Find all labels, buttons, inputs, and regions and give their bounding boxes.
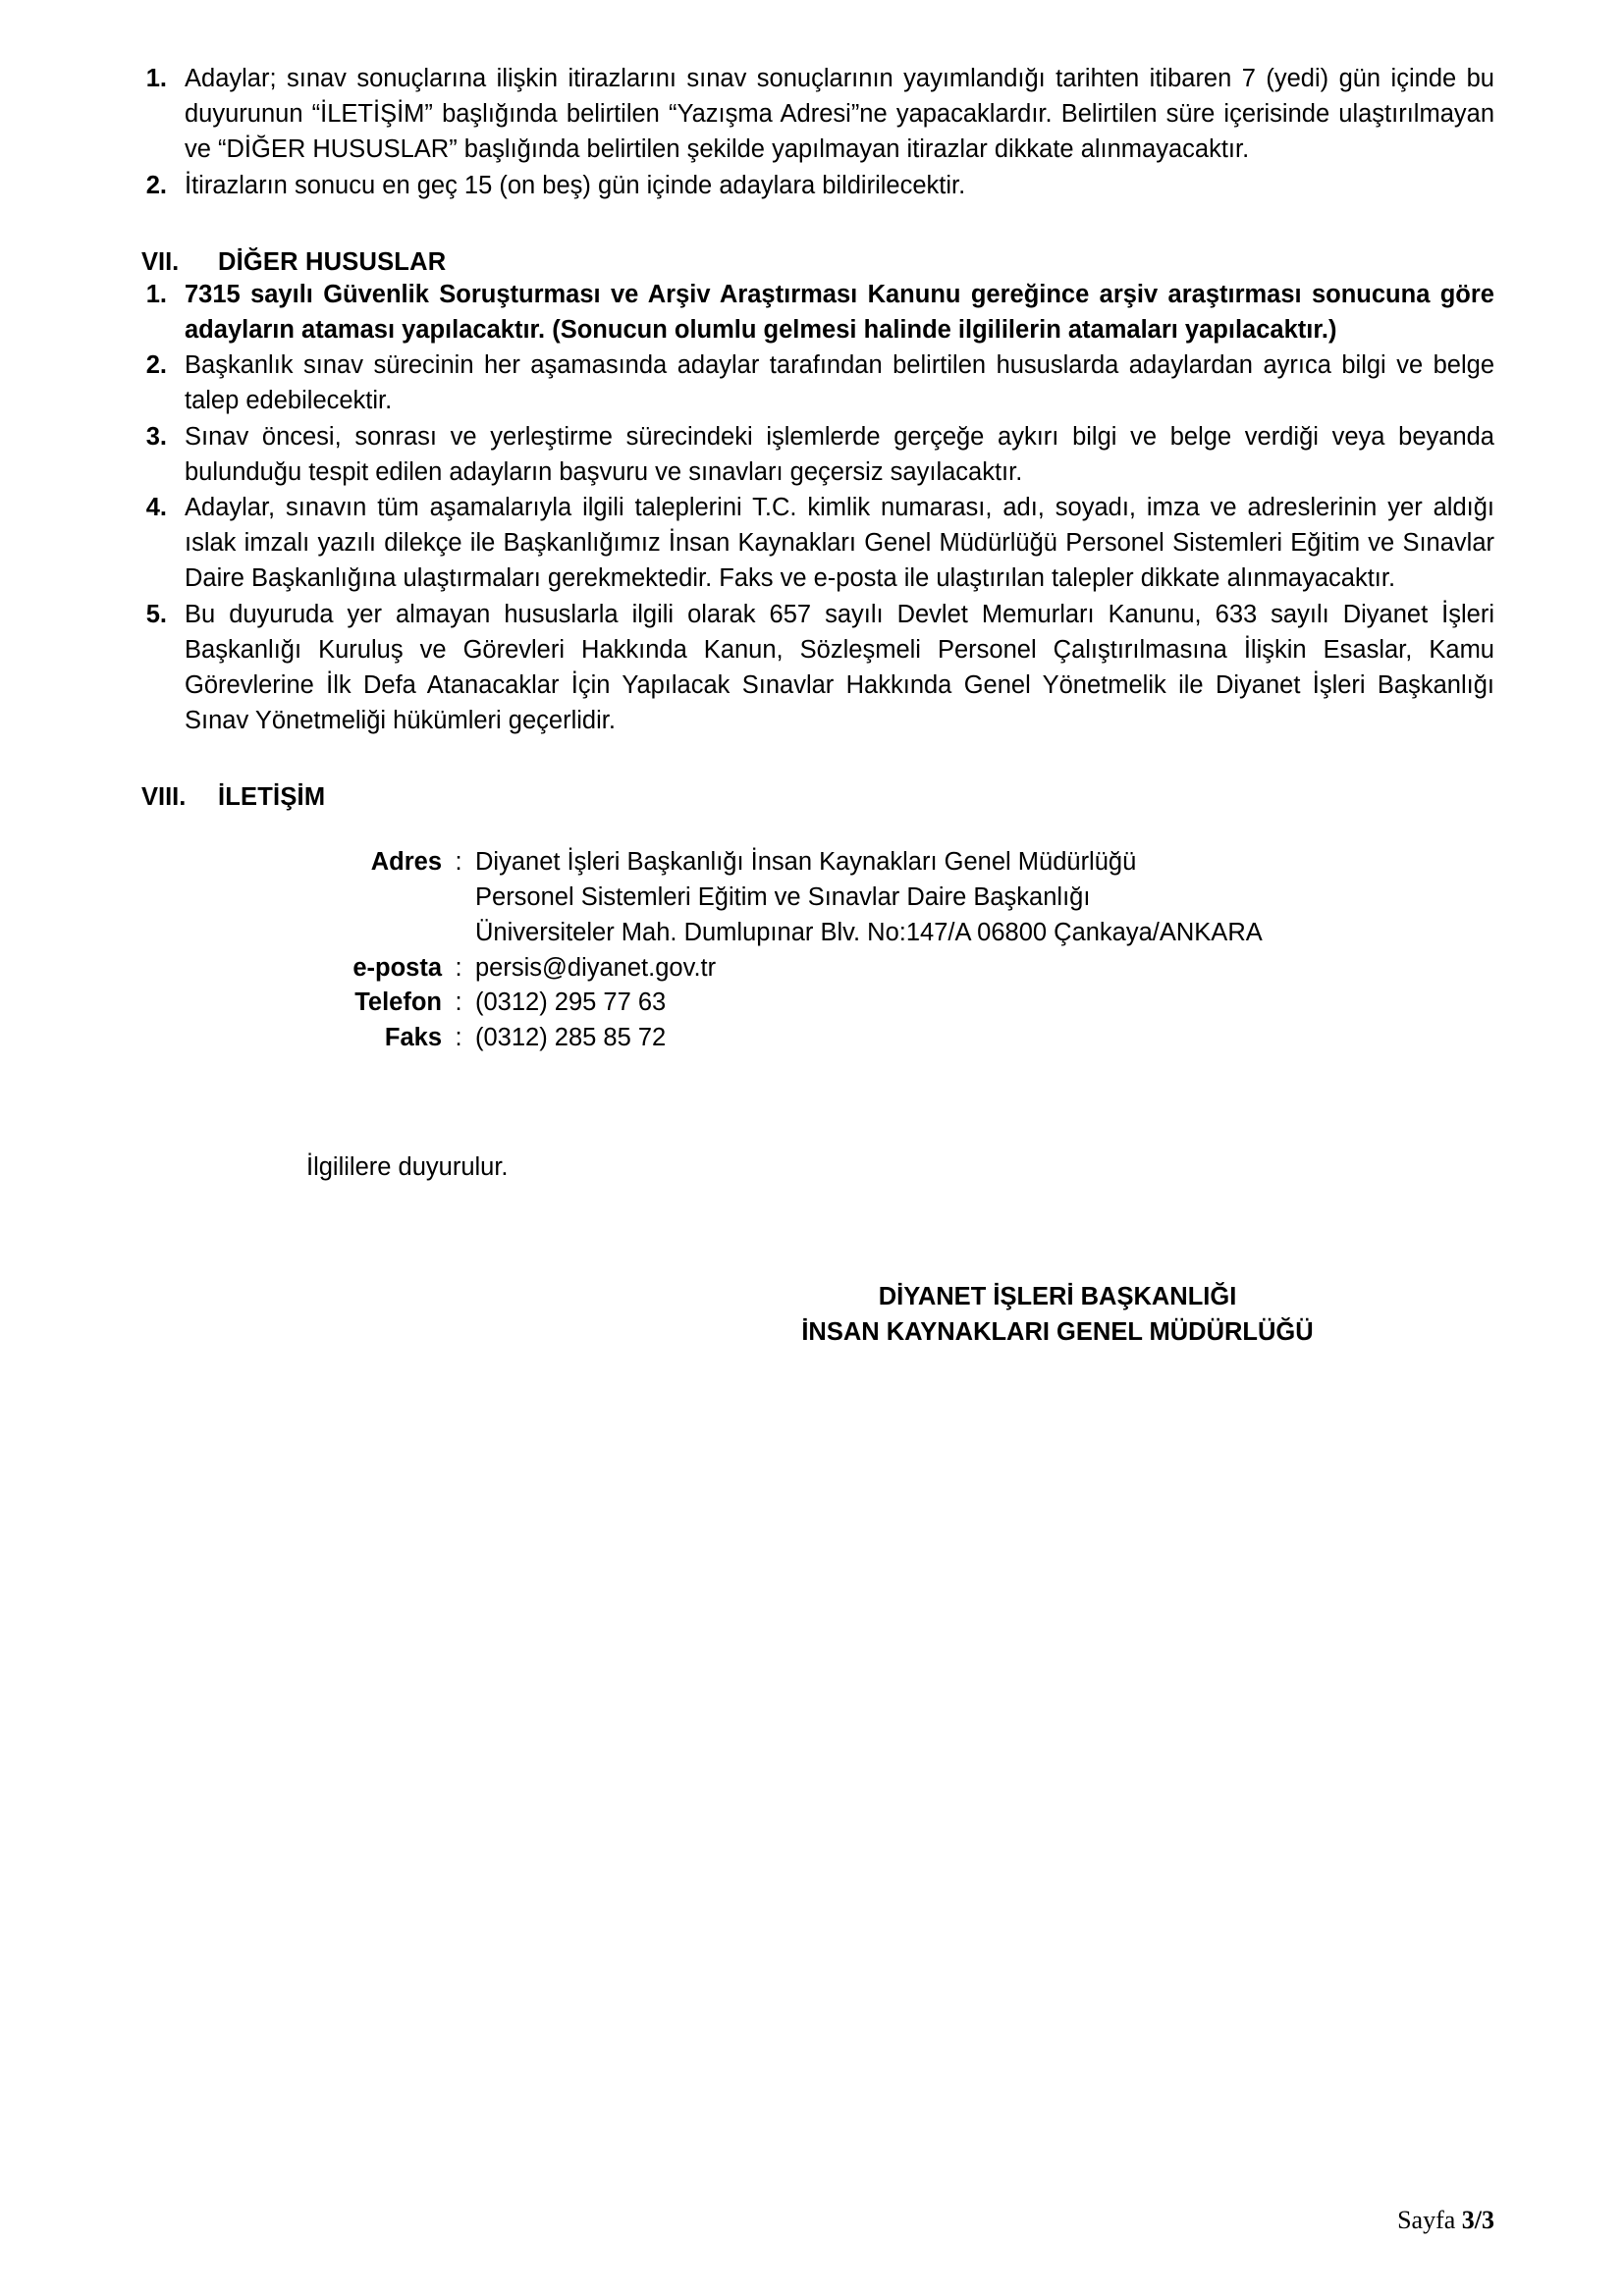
footer-page-number: 3/3 (1461, 2206, 1494, 2234)
page-footer (1397, 2206, 1494, 2235)
list-item-number: 1. (145, 280, 167, 308)
appeal-list (130, 61, 1494, 203)
contact-value-line: Üniversiteler Mah. Dumlupınar Blv. No:147/A 06800 Çankaya/ANKARA (475, 918, 1263, 946)
contact-label: e-posta (352, 953, 442, 982)
contact-block (306, 845, 1494, 1055)
list-item-number: 1. (145, 65, 167, 92)
section-number: VII. (141, 247, 180, 276)
contact-value (475, 845, 1494, 950)
email-value[interactable]: persis@diyanet.gov.tr (475, 953, 717, 982)
contact-value (475, 951, 1494, 987)
contact-label: Adres (370, 848, 442, 877)
list-item (130, 347, 1494, 418)
contact-colon: : (455, 1023, 462, 1051)
list-item (130, 168, 1494, 203)
list-item-text: Sınav öncesi, sonrası ve yerleştirme sürecindeki işlemlerde gerçeğe aykırı bilgi ve belge verdiği veya beyanda bulunduğu tespit edilen adayların başvuru ve sınavları geçersiz sayılacaktır. (185, 422, 1494, 486)
list-item-number: 5. (145, 600, 167, 628)
contact-row-eposta (306, 951, 1494, 987)
section-number: VIII. (141, 783, 187, 812)
list-item-number: 2. (145, 351, 167, 380)
list-item-text: Başkanlık sınav sürecinin her aşamasında adaylar tarafından belirtilen hususlarda adaylardan ayrıca bilgi ve belge talep edebilecektir. (185, 351, 1494, 415)
list-item-text: Adaylar; sınav sonuçlarına ilişkin itirazlarını sınav sonuçlarının yayımlandığı tarihten itibaren 7 (yedi) gün içinde bu duyurunun “İLETİŞİM” başlığında belirtilen “Yazışma Adresi”ne yapacaklardır. Belirtilen süre içerisinde ulaştırılmayan ve “DİĞER HUSUSLAR” başlığında belirtilen şekilde yapılmayan itirazlar dikkate alınmayacaktır. (185, 65, 1494, 164)
contact-row-faks (306, 1021, 1494, 1056)
contact-value-line: Diyanet İşleri Başkanlığı İnsan Kaynakları Genel Müdürlüğü (475, 848, 1137, 877)
list-item-text: Adaylar, sınavın tüm aşamalarıyla ilgili taleplerini T.C. kimlik numarası, adı, soyadı, imza ve adreslerinin yer aldığı ıslak imzalı yazılı dilekçe ile Başkanlığımız İnsan Kaynakları Genel Müdürlüğü Personel Sistemleri Eğitim ve Sınavlar Daire Başkanlığına ulaştırmaları gerekmektedir. Faks ve e-posta ile ulaştırılan talepler dikkate alınmayacaktır. (185, 494, 1494, 593)
contact-value (475, 1021, 1494, 1056)
contact-label: Faks (384, 1023, 442, 1051)
signature-block (130, 1279, 1494, 1350)
section-heading-other-matters (130, 248, 1494, 277)
contact-label: Telefon (354, 988, 442, 1017)
list-item-text: Bu duyuruda yer almayan hususlarla ilgili olarak 657 sayılı Devlet Memurları Kanunu, 633 sayılı Diyanet İşleri Başkanlığı Kuruluş ve Görevleri Hakkında Kanun, Sözleşmeli Personel Çalıştırılmasına İlişkin Esaslar, Kamu Görevlerine İlk Defa Atanacaklar İçin Yapılacak Sınavlar Hakkında Genel Yönetmelik ile Diyanet İşleri Başkanlığı Sınav Yönetmeliği hükümleri geçerlidir. (185, 600, 1494, 735)
contact-row-adres (306, 845, 1494, 950)
contact-value (475, 986, 1494, 1021)
phone-value: (0312) 295 77 63 (475, 988, 667, 1017)
footer-label: Sayfa (1397, 2206, 1456, 2234)
closing-note: İlgililere duyurulur. (306, 1152, 509, 1181)
list-item (130, 597, 1494, 739)
contact-row-telefon (306, 986, 1494, 1021)
list-item (130, 61, 1494, 168)
signature-line-1: DİYANET İŞLERİ BAŞKANLIĞI (878, 1283, 1237, 1311)
list-item-number: 2. (145, 171, 167, 199)
contact-colon: : (455, 953, 462, 982)
list-item (130, 490, 1494, 597)
section-title: DİĞER HUSUSLAR (218, 247, 447, 276)
list-item-text: İtirazların sonucu en geç 15 (on beş) gün içinde adaylara bildirilecektir. (185, 171, 966, 199)
list-item (130, 277, 1494, 347)
list-item-number: 3. (145, 422, 167, 451)
contact-value-line: Personel Sistemleri Eğitim ve Sınavlar Daire Başkanlığı (475, 883, 1091, 912)
contact-colon: : (455, 848, 462, 877)
other-matters-list (130, 277, 1494, 739)
fax-value: (0312) 285 85 72 (475, 1023, 667, 1051)
list-item (130, 419, 1494, 490)
list-item-text: 7315 sayılı Güvenlik Soruşturması ve Arşiv Araştırması Kanunu gereğince arşiv araştırması sonucuna göre adayların ataması yapılacaktır. (Sonucun olumlu gelmesi halinde ilgililerin atamaları yapılacaktır.) (185, 280, 1494, 345)
signature-line-2: İNSAN KAYNAKLARI GENEL MÜDÜRLÜĞÜ (801, 1318, 1314, 1347)
list-item-number: 4. (145, 494, 167, 522)
contact-colon: : (455, 988, 462, 1017)
section-title: İLETİŞİM (218, 783, 326, 812)
section-heading-contact (130, 783, 1494, 812)
